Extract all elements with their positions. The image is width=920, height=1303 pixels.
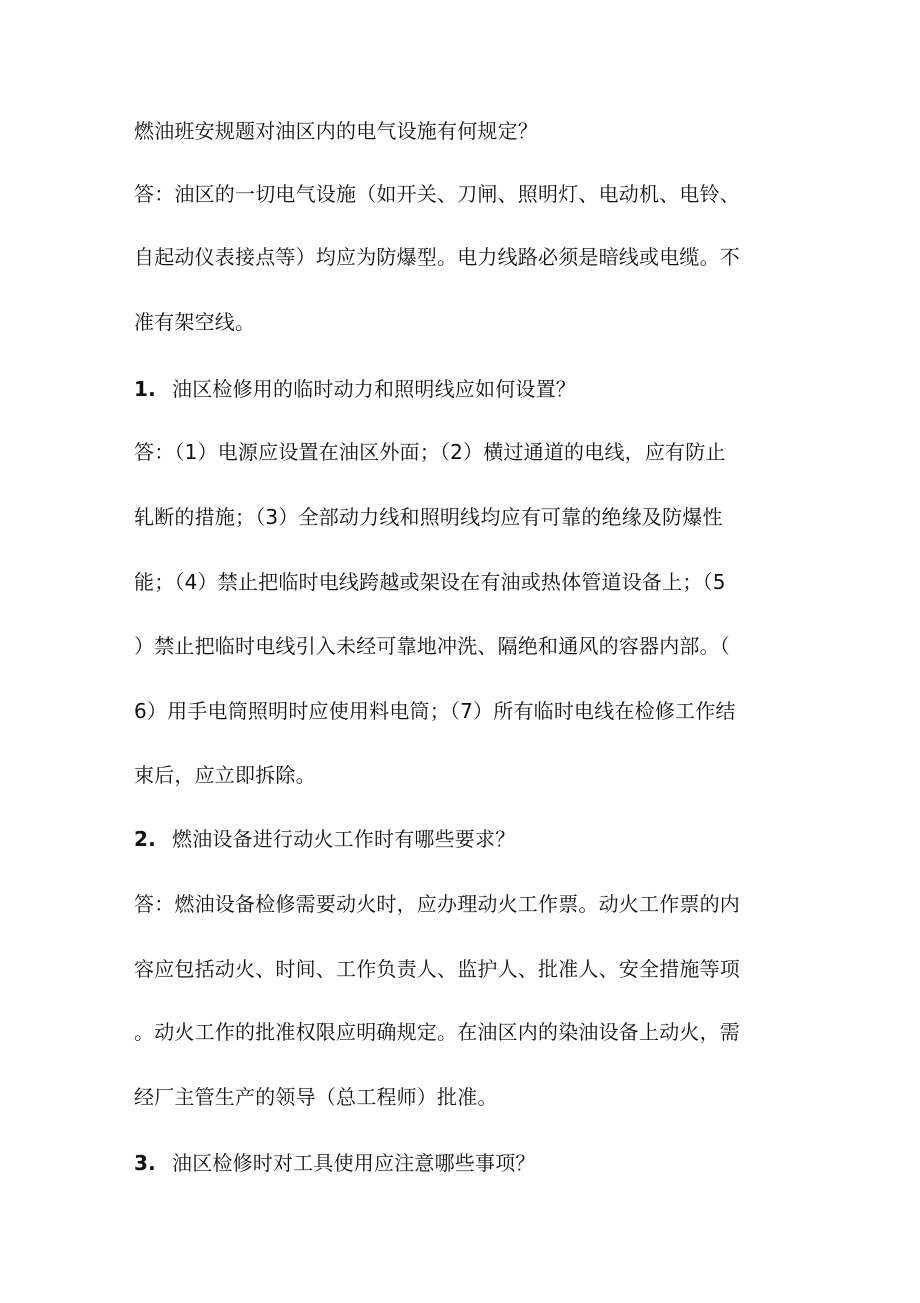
question-text: 油区检修用的临时动力和照明线应如何设置？ — [172, 377, 576, 401]
answer-line: 答：（1）电源应设置在油区外面；（2）横过通道的电线，应有防止 — [134, 440, 726, 464]
answer-line: 答：燃油设备检修需要动火时，应办理动火工作票。动火工作票的内 — [134, 892, 740, 916]
question-number: 1. — [134, 377, 156, 401]
question-heading — [134, 117, 794, 145]
question-heading — [134, 825, 794, 853]
question-heading — [134, 1149, 794, 1177]
answer-line: 。动火工作的批准权限应明确规定。在油区内的染油设备上动火，需 — [134, 1020, 740, 1044]
answer-line: 自起动仪表接点等）均应为防爆型。电力线路必须是暗线或电缆。不 — [134, 245, 740, 269]
question-text: 燃油班安规题对油区内的电气设施有何规定？ — [134, 119, 538, 143]
answer-line: 答：油区的一切电气设施（如开关、刀闸、照明灯、电动机、电铃、 — [134, 182, 740, 206]
question-text: 燃油设备进行动火工作时有哪些要求？ — [172, 827, 516, 851]
question-text: 油区检修时对工具使用应注意哪些事项？ — [172, 1151, 536, 1175]
answer-line: 束后，应立即拆除。 — [134, 763, 316, 787]
answer-line: 容应包括动火、时间、工作负责人、监护人、批准人、安全措施等项 — [134, 957, 740, 981]
answer-line: 6）用手电筒照明时应使用料电筒；（7）所有临时电线在检修工作结 — [134, 699, 736, 723]
answer-line: 能；（4）禁止把临时电线跨越或架设在有油或热体管道设备上；（5 — [134, 570, 726, 594]
answer-line: 准有架空线。 — [134, 310, 256, 334]
question-number: 3. — [134, 1151, 156, 1175]
answer-line: ）禁止把临时电线引入未经可靠地冲洗、隔绝和通风的容器内部。（ — [134, 634, 730, 658]
question-heading — [134, 375, 794, 403]
answer-line: 轧断的措施；（3）全部动力线和照明线均应有可靠的绝缘及防爆性 — [134, 505, 723, 529]
question-number: 2. — [134, 827, 156, 851]
answer-line: 经厂主管生产的领导（总工程师）批准。 — [134, 1085, 498, 1109]
